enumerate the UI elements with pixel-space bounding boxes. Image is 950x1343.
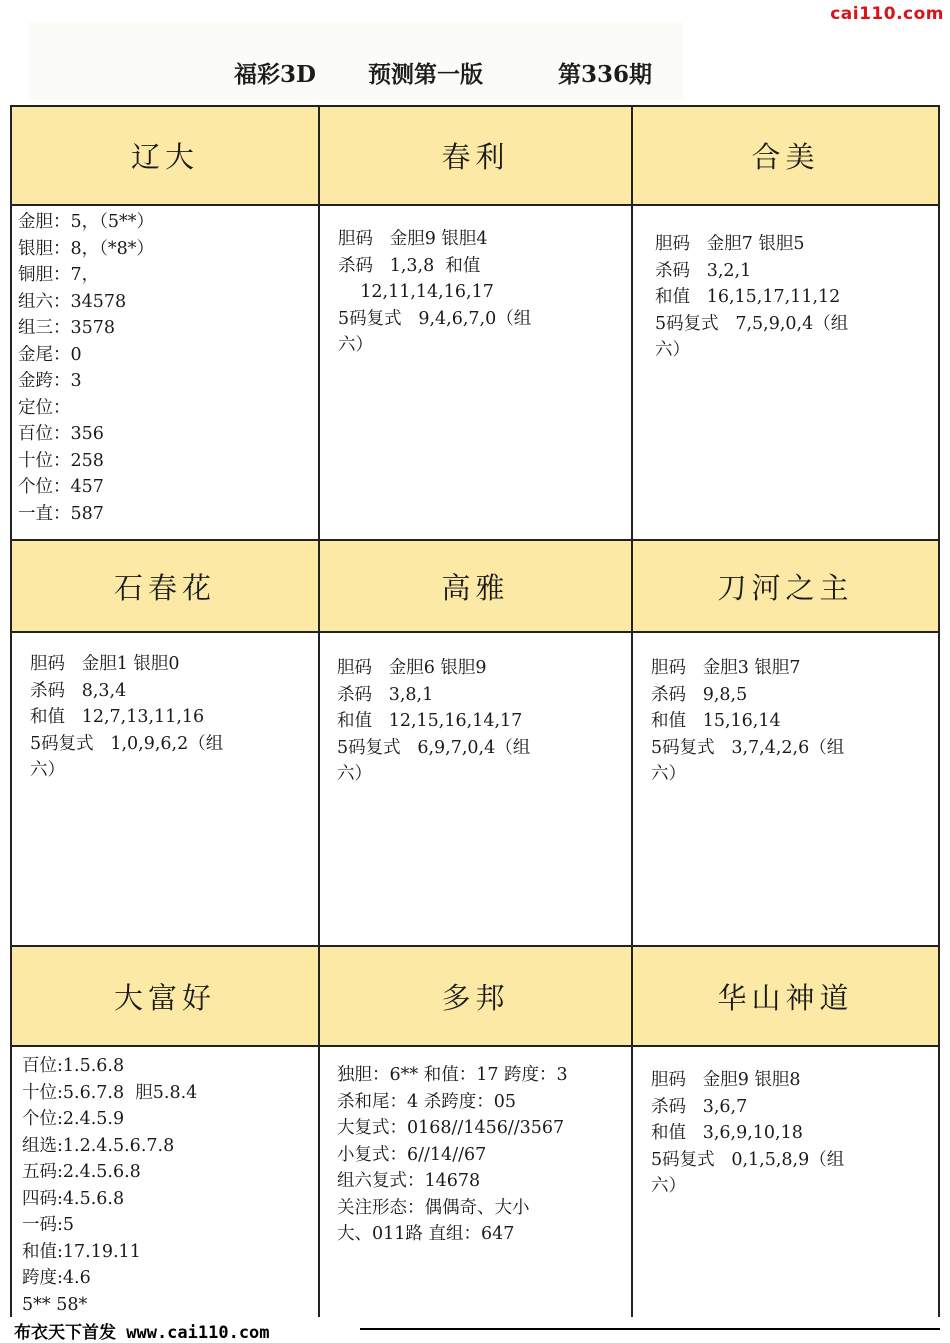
expert-prediction — [633, 206, 940, 541]
prediction-lines: 胆码 金胆3 银胆7 杀码 9,8,5 和值 15,16,14 5码复式 3,7,4,2,6（组 六） — [651, 658, 845, 784]
prediction-lines: 独胆：6** 和值：17 跨度：3 杀和尾：4 杀跨度：05 大复式：0168//1456//3567 小复式：6//14//67 组六复式：14678 关注形态：偶偶奇、大小 大、011路 直组：647 — [337, 1065, 568, 1244]
footer-credit: 布衣天下首发 www.cai110.com — [14, 1323, 270, 1343]
expert-name: 大富好 — [12, 947, 320, 1047]
expert-prediction — [633, 633, 940, 947]
expert-prediction — [320, 206, 633, 541]
expert-prediction — [320, 1047, 633, 1317]
expert-name: 刀河之主 — [633, 541, 940, 633]
prediction-lines: 百位:1.5.6.8 十位:5.6.7.8 胆5.8.4 个位:2.4.5.9 组选:1.2.4.5.6.7.8 五码:2.4.5.6.8 四码:4.5.6.8 一码:5 和值:17.19.11 跨度:4.6 5** 58* — [22, 1056, 198, 1315]
expert-name: 辽大 — [12, 107, 320, 206]
site-watermark: cai110.com — [830, 4, 944, 24]
prediction-lines: 金胆：5，（5**） 银胆：8，（*8*） 铜胆：7， 组六：34578 组三：3578 金尾：0 金跨：3 定位： 百位：356 十位：258 个位：457 一直：587 — [18, 212, 155, 524]
lottery-title: 福彩3D — [234, 61, 316, 88]
prediction-lines: 胆码 金胆6 银胆9 杀码 3,8,1 和值 12,15,16,14,17 5码复式 6,9,7,0,4（组 六） — [337, 658, 531, 784]
expert-name: 石春花 — [12, 541, 320, 633]
issue-number: 第336期 — [558, 61, 653, 88]
expert-prediction — [633, 1047, 940, 1317]
footer-divider — [360, 1328, 940, 1330]
expert-prediction — [12, 206, 320, 541]
prediction-lines: 胆码 金胆7 银胆5 杀码 3,2,1 和值 16,15,17,11,12 5码复式 7,5,9,0,4（组 六） — [655, 234, 849, 360]
expert-name: 高雅 — [320, 541, 633, 633]
prediction-lines: 胆码 金胆9 银胆8 杀码 3,6,7 和值 3,6,9,10,18 5码复式 0,1,5,8,9（组 六） — [651, 1070, 845, 1196]
edition-title: 预测第一版 — [368, 61, 483, 88]
prediction-lines: 胆码 金胆9 银胆4 杀码 1,3,8 和值 12,11,14,16,17 5码复式 9,4,6,7,0（组 六） — [338, 229, 532, 355]
prediction-grid — [10, 105, 940, 1317]
expert-name: 多邦 — [320, 947, 633, 1047]
expert-prediction — [320, 633, 633, 947]
expert-name: 春利 — [320, 107, 633, 206]
expert-name: 合美 — [633, 107, 940, 206]
page-header — [28, 22, 683, 100]
expert-prediction — [12, 1047, 320, 1317]
expert-prediction — [12, 633, 320, 947]
prediction-lines: 胆码 金胆1 银胆0 杀码 8,3,4 和值 12,7,13,11,16 5码复式 1,0,9,6,2（组 六） — [30, 654, 224, 780]
expert-name: 华山神道 — [633, 947, 940, 1047]
